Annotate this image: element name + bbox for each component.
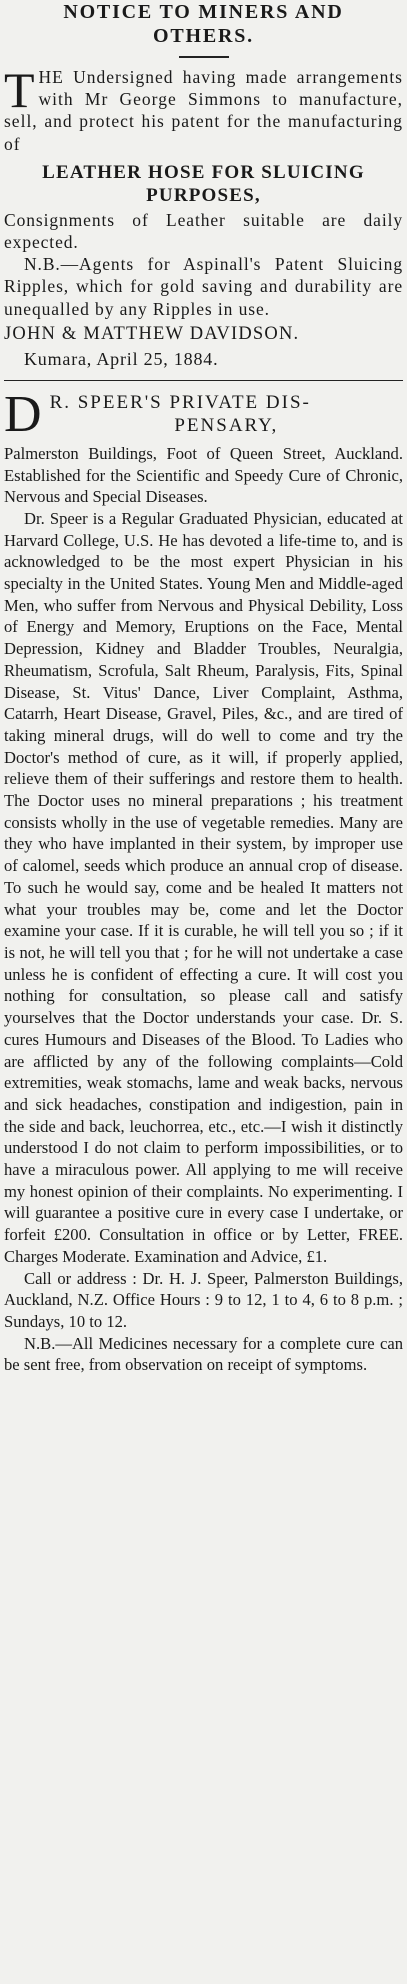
- notice-to-miners-ad: [4, 0, 403, 372]
- notice-dateline: Kumara, April 25, 1884.: [24, 348, 219, 369]
- ad-divider: [4, 380, 403, 381]
- dispensary-nb: N.B.—All Medicines necessary for a complete cure can be sent free, from observation on receipt of symptoms.: [4, 1333, 403, 1375]
- notice-intro-text: HE Undersigned having made arrangements with Mr George Simmons to manufacture, sell, and protect his patent for the manufacturing of: [4, 67, 403, 154]
- dispensary-dropcap: D: [4, 385, 44, 443]
- notice-heading: [4, 0, 403, 48]
- product-heading: LEATHER HOSE FOR SLUICING PURPOSES,: [42, 161, 365, 206]
- dispensary-body: Dr. Speer is a Regular Graduated Physician, educated at Harvard College, U.S. He has devoted a life-time to, and is acknowledged to be the most expert Physician in his specialty in the United States. Young Men and Middle-aged Men, who suffer from Nervous and Physical Debility, Loss of Energy and Memory, Eruptions on the Face, Mental Depression, Kidney and Bladder Troubles, Neuralgia, Rheumatism, Scrofula, Salt Rheum, Paralysis, Fits, Spinal Disease, St. Vitus' Dance, Liver Complaint, Asthma, Catarrh, Heart Disease, Gravel, Piles, &c., and are tired of taking mineral drugs, will do well to come and try the Doctor's method of cure, as it will, if properly applied, relieve them of their sufferings and restore them to health. The Doctor uses no mineral preparations ; his treatment consists wholly in the use of vegetable remedies. Many are they who have implanted in their system, by improper use of calomel, seeds which produce an annual crop of disease. To such he would say, come and be healed It matters not what your troubles may be, come and let the Doctor examine your case. If it is curable, he will tell you so ; if it is not, he will tell you that ; for he will not undertake a case unless he is confident of effecting a cure. It will cost you nothing for consultation, so please call and satisfy yourselves that the Doctor understands your case. Dr. S. cures Humours and Diseases of the Blood. To Ladies who are afflicted by any of the following complaints—Cold extremities, weak stomachs, lame and weak backs, nervous and sick headaches, constipation and indigestion, pain in the side and back, leuchorrea, etc., etc.—I wish it distinctly understood I do not claim to perform impossibilities, or to have a miraculous power. All applying to me will receive my honest opinion of their complaints. No experimenting. I will guarantee a positive cure in every case I undertake, or forfeit £200. Consultation in office or by Letter, FREE. Charges Moderate. Examination and Advice, £1.: [4, 508, 403, 1266]
- notice-signature: JOHN & MATTHEW DAVIDSON.: [4, 323, 300, 344]
- notice-nb-text: N.B.—Agents for Aspinall's Patent Sluicing Ripples, which for gold saving and durability are unequalled by any Ripples in use.: [4, 254, 403, 319]
- short-rule: [179, 56, 229, 58]
- notice-heading-line1: NOTICE TO MINERS AND: [63, 1, 344, 23]
- consignments-text: Consignments of Leather suitable are daily expected.: [4, 209, 403, 253]
- dispensary-call-address: Call or address : Dr. H. J. Speer, Palmerston Buildings, Auckland, N.Z. Office Hours : 9 to 12, 1 to 4, 6 to 8 p.m. ; Sundays, 10 to 12.: [4, 1268, 403, 1331]
- notice-dropcap: T: [4, 62, 36, 118]
- dispensary-ad: [4, 385, 403, 1376]
- dispensary-title-line1: R. SPEER'S PRIVATE DIS-: [49, 391, 311, 413]
- dispensary-address: Palmerston Buildings, Foot of Queen Street, Auckland. Established for the Scientific and Speedy Cure of Chronic, Nervous and Special Diseases.: [4, 443, 403, 507]
- notice-intro: [4, 62, 403, 155]
- notice-heading-line2: OTHERS.: [153, 25, 254, 47]
- dispensary-title-line2: PENSARY,: [174, 414, 279, 436]
- dispensary-title: [4, 385, 403, 443]
